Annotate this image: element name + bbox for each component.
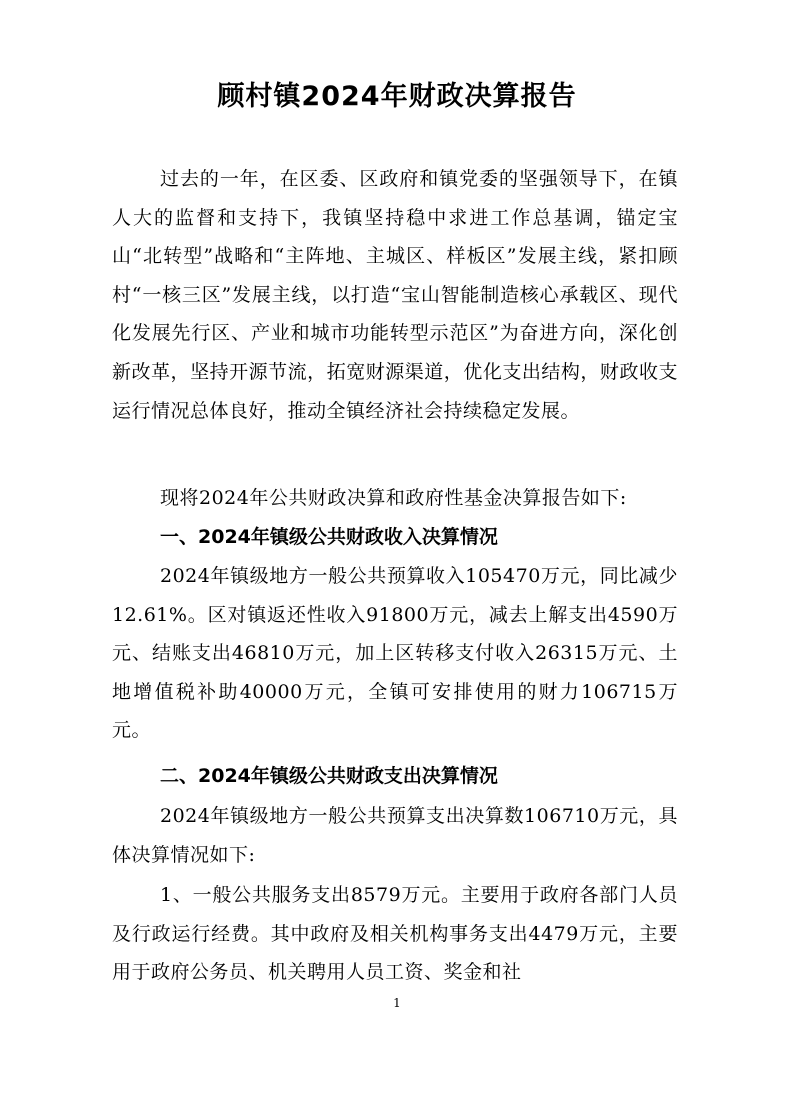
item1-paragraph: 1、一般公共服务支出8579万元。主要用于政府各部门人员及行政运行经费。其中政府及相关机构事务支出4479万元，主要用于政府公务员、机关聘用人员工资、奖金和社 (112, 884, 678, 984)
intro-paragraph: 过去的一年，在区委、区政府和镇党委的坚强领导下，在镇人大的监督和支持下，我镇坚持稳中求进工作总基调，锚定宝山“北转型”战略和“主阵地、主城区、样板区”发展主线，紧扣顾村“一核三区”发展主线，以打造“宝山智能制造核心承载区、现代化发展先行区、产业和城市功能转型示范区”为奋进方向，深化创新改革，坚持开源节流，拓宽财源渠道，优化支出结构，财政收支运行情况总体良好，推动全镇经济社会持续稳定发展。 (112, 168, 678, 422)
section2-paragraph: 2024年镇级地方一般公共预算支出决算数106710万元，具体决算情况如下: (112, 805, 678, 866)
section2-heading: 二、2024年镇级公共财政支出决算情况 (160, 765, 498, 787)
section1-paragraph: 2024年镇级地方一般公共预算收入105470万元，同比减少12.61%。区对镇返还性收入91800万元，减去上解支出4590万元、结账支出46810万元，加上区转移支付收入26315万元、土地增值税补助40000万元，全镇可安排使用的财力106715万元。 (112, 565, 678, 742)
section1-heading: 一、2024年镇级公共财政收入决算情况 (160, 526, 498, 548)
document-title: 顾村镇2024年财政决算报告 (217, 81, 577, 112)
page-number: 1 (393, 996, 401, 1010)
report-intro-paragraph: 现将2024年公共财政决算和政府性基金决算报告如下: (160, 487, 627, 509)
